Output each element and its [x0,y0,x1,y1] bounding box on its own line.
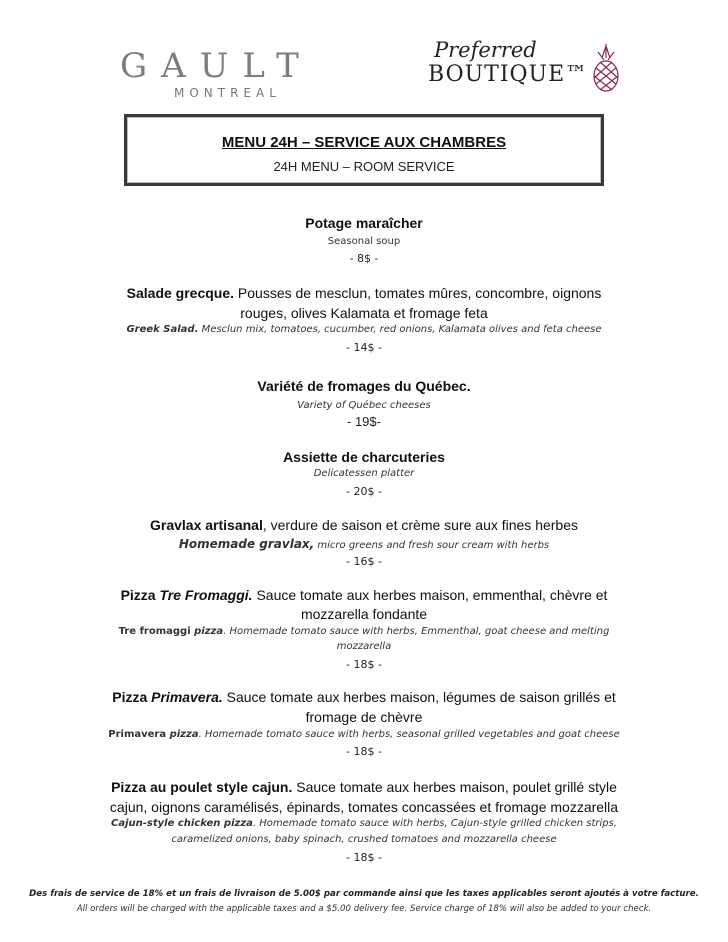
salade-desc2: rouges, olives Kalamata et fromage feta [240,305,488,321]
salade-desc1: Pousses de mesclun, tomates mûres, concombre, oignons [234,285,602,301]
gravlax-name: Gravlax artisanal [149,517,263,533]
primavera-line1 [40,689,688,705]
gravlax-en-name: Homemade gravlax, [178,537,315,551]
trefromaggi-desc2: mozzarella fondante [300,606,428,622]
charcuteries-en: Delicatessen platter [313,468,415,479]
trefromaggi-name-b: Tre Fromaggi. [159,587,253,603]
primavera-en-line [40,729,688,740]
fromages-en: Variety of Québec cheeses [297,400,431,411]
fromages-price: - 19$- [347,414,381,429]
cajun-en-name: Cajun-style chicken pizza [110,818,253,829]
gault-logo-text: GAULT [120,46,313,86]
primavera-desc1: Sauce tomate aux herbes maison, légumes de saison grillés et [222,689,616,705]
trefromaggi-desc1: Sauce tomate aux herbes maison, emmenthal, chèvre et [252,587,608,603]
gravlax-desc: , verdure de saison et crème sure aux fines herbes [262,517,579,533]
primavera-en-name-a: Primavera [108,729,170,740]
cajun-en-desc2: caramelized onions, baby spinach, crushed tomatoes and mozzarella cheese [171,834,557,845]
cajun-name: Pizza au poulet style cajun. [111,779,293,795]
trefromaggi-en-line1 [40,626,688,637]
gravlax-en-line [40,537,688,551]
primavera-desc2: fromage de chèvre [305,709,423,725]
trefromaggi-en-name-a: Tre fromaggi [118,626,195,637]
preferred-boutique-logo [424,38,624,98]
potage-price: - 8$ - [349,252,379,265]
menu-title-en: 24H MENU – ROOM SERVICE [273,159,455,174]
gravlax-price: - 16$ - [346,555,382,568]
gault-logo [120,46,315,108]
footer-note-fr: Des frais de service de 18% et un frais de livraison de 5.00$ par commande ainsi que les taxes applicables seront ajoutés à votre facture. [29,889,699,899]
salade-en-name: Greek Salad. [126,324,199,335]
trefromaggi-en-name-b: pizza [194,626,224,637]
trefromaggi-price: - 18$ - [346,658,382,671]
gravlax-en-desc: micro greens and fresh sour cream with herbs [314,540,550,551]
menu-title-fr: MENU 24H – SERVICE AUX CHAMBRES [221,134,507,151]
primavera-name-a: Pizza [112,689,152,705]
cajun-en-line1 [40,818,688,829]
primavera-en-name-b: pizza [169,729,199,740]
cajun-en-desc1: . Homemade tomato sauce with herbs, Cajun-style grilled chicken strips, [252,818,618,829]
primavera-name-b: Primavera. [151,689,223,705]
cajun-price: - 18$ - [346,851,382,864]
boutique-text: BOUTIQUE™ [428,62,589,87]
menu-title-box [124,114,604,186]
gault-logo-subtitle: MONTREAL [174,86,281,100]
salade-price: - 14$ - [346,341,382,354]
pineapple-icon [588,42,624,94]
salade-line1 [40,285,688,301]
trefromaggi-en-desc2: mozzarella [336,641,392,652]
primavera-en-desc: . Homemade tomato sauce with herbs, seasonal grilled vegetables and goat cheese [198,729,620,740]
trefromaggi-en-desc1: . Homemade tomato sauce with herbs, Emmenthal, goat cheese and melting [223,626,610,637]
salade-name: Salade grecque. [126,285,235,301]
fromages-name: Variété de fromages du Québec. [257,378,471,394]
potage-name: Potage maraîcher [305,215,423,231]
gravlax-line [40,517,688,533]
preferred-script-text: Preferred [434,38,537,62]
potage-en: Seasonal soup [327,236,401,247]
salade-en-line [40,324,688,335]
charcuteries-price: - 20$ - [346,485,382,498]
cajun-desc2: cajun, oignons caramélisés, épinards, tomates concassées et fromage mozzarella [109,799,619,815]
primavera-price: - 18$ - [346,745,382,758]
cajun-line1 [40,779,688,795]
trefromaggi-line1 [40,587,688,603]
charcuteries-name: Assiette de charcuteries [283,449,445,465]
salade-en-desc: Mesclun mix, tomatoes, cucumber, red onions, Kalamata olives and feta cheese [198,324,602,335]
trefromaggi-name-a: Pizza [120,587,160,603]
cajun-desc1: Sauce tomate aux herbes maison, poulet grillé style [292,779,617,795]
footer-note-en: All orders will be charged with the applicable taxes and a $5.00 delivery fee. Service charge of 18% will also be added to your check. [76,904,652,914]
